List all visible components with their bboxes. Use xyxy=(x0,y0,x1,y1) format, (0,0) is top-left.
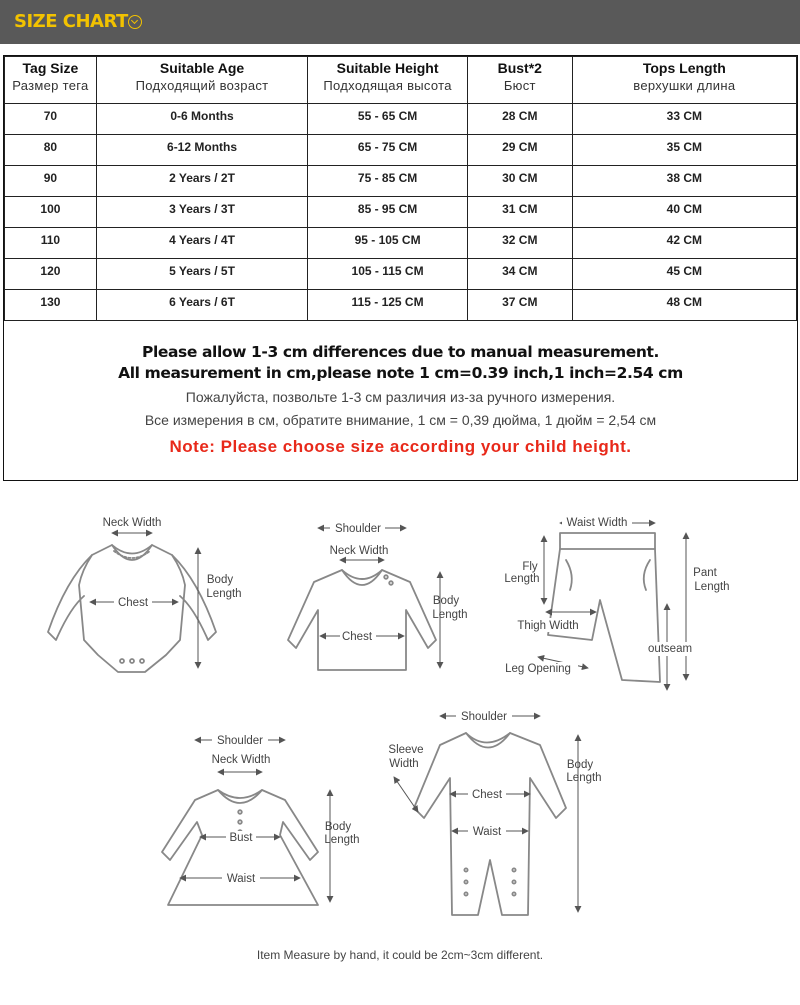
label-romper-shoulder: Shoulder xyxy=(460,711,508,723)
label-top-shoulder: Shoulder xyxy=(334,523,382,535)
cell: 3 Years / 3T xyxy=(96,197,307,228)
cell: 85 - 95 CM xyxy=(308,197,468,228)
col-suitable-height: Suitable Height Подходящая высота xyxy=(308,57,468,104)
cell: 110 xyxy=(5,228,97,259)
cell: 38 CM xyxy=(572,166,796,197)
label-dress-body: Body xyxy=(324,821,352,833)
table-row xyxy=(5,104,797,135)
cell: 120 xyxy=(5,259,97,290)
label-pants-outseam: outseam xyxy=(647,643,693,655)
cell: 115 - 125 CM xyxy=(308,290,468,321)
label-dress-neck: Neck Width xyxy=(211,754,271,766)
cell: 130 xyxy=(5,290,97,321)
label-dress-bust: Bust xyxy=(229,832,253,844)
label-bodysuit-body: Body xyxy=(206,574,234,586)
pants-illustration xyxy=(548,533,660,682)
label-pants-waist: Waist Width xyxy=(566,517,628,529)
note-tolerance-ru: Пожалуйста, позвольте 1-3 см различия из-за ручного измерения. xyxy=(185,389,616,405)
romper-illustration xyxy=(414,733,566,915)
cell: 45 CM xyxy=(572,259,796,290)
cell: 29 CM xyxy=(467,135,572,166)
label-pants-thigh: Thigh Width xyxy=(517,620,579,632)
cell: 105 - 115 CM xyxy=(308,259,468,290)
note-conversion-ru: Все измерения в см, обратите внимание, 1 см = 0,39 дюйма, 1 дюйм = 2,54 см xyxy=(144,412,657,428)
col-suitable-age: Suitable Age Подходящий возраст xyxy=(96,57,307,104)
cell: 6-12 Months xyxy=(96,135,307,166)
label-romper-sleeve: Sleeve xyxy=(388,744,424,756)
size-table xyxy=(4,56,797,321)
label-pants-pant: Pant xyxy=(693,567,717,579)
cell: 42 CM xyxy=(572,228,796,259)
cell: 55 - 65 CM xyxy=(308,104,468,135)
label-pants-leg: Leg Opening xyxy=(505,663,571,675)
garment-illustrations xyxy=(0,495,800,1000)
label-romper-body: Body xyxy=(566,759,594,771)
cell: 5 Years / 5T xyxy=(96,259,307,290)
cell: 34 CM xyxy=(467,259,572,290)
col-bust: Bust*2 Бюст xyxy=(467,57,572,104)
table-row xyxy=(5,228,797,259)
cell: 32 CM xyxy=(467,228,572,259)
label-dress-waist: Waist xyxy=(226,873,256,885)
label-romper-chest: Chest xyxy=(471,789,503,801)
cell: 48 CM xyxy=(572,290,796,321)
dress-illustration xyxy=(162,790,318,905)
label-top-body: Body xyxy=(432,595,460,607)
cell: 40 CM xyxy=(572,197,796,228)
label-top-neck: Neck Width xyxy=(329,545,389,557)
col-tops-length: Tops Length верхушки длина xyxy=(572,57,796,104)
label-romper-waist: Waist xyxy=(472,826,502,838)
table-header-row xyxy=(5,57,797,104)
label-top-length: Length xyxy=(432,609,468,621)
size-chart-panel xyxy=(3,55,798,481)
notes-block xyxy=(4,343,797,457)
table-row xyxy=(5,197,797,228)
label-pants-fly-length: Length xyxy=(504,573,540,585)
chevron-down-circle-icon xyxy=(128,15,142,29)
label-bodysuit-neck: Neck Width xyxy=(102,517,162,529)
cell: 31 CM xyxy=(467,197,572,228)
table-row xyxy=(5,166,797,197)
label-top-chest: Chest xyxy=(341,631,373,643)
measure-footnote: Item Measure by hand, it could be 2cm~3cm different. xyxy=(256,948,544,962)
cell: 6 Years / 6T xyxy=(96,290,307,321)
cell: 28 CM xyxy=(467,104,572,135)
label-bodysuit-length: Length xyxy=(206,588,242,600)
note-conversion-en: All measurement in cm,please note 1 cm=0.39 inch,1 inch=2.54 cm xyxy=(118,364,683,382)
cell: 0-6 Months xyxy=(96,104,307,135)
label-bodysuit-chest: Chest xyxy=(117,597,149,609)
measurement-diagram xyxy=(0,495,800,1000)
top-illustration xyxy=(288,570,436,670)
cell: 90 xyxy=(5,166,97,197)
table-row xyxy=(5,259,797,290)
cell: 75 - 85 CM xyxy=(308,166,468,197)
col-tag-size: Tag Size Размер тега xyxy=(5,57,97,104)
cell: 37 CM xyxy=(467,290,572,321)
header-title: SIZE CHART xyxy=(14,11,128,32)
note-tolerance-en: Please allow 1-3 cm differences due to manual measurement. xyxy=(142,343,659,361)
cell: 100 xyxy=(5,197,97,228)
label-pants-pant-length: Length xyxy=(694,581,730,593)
label-dress-length: Length xyxy=(324,834,360,846)
cell: 70 xyxy=(5,104,97,135)
cell: 33 CM xyxy=(572,104,796,135)
label-dress-shoulder: Shoulder xyxy=(216,735,264,747)
cell: 65 - 75 CM xyxy=(308,135,468,166)
label-pants-fly: Fly xyxy=(522,561,538,573)
label-romper-sleeve-width: Width xyxy=(389,758,419,770)
label-romper-length: Length xyxy=(566,772,602,784)
table-row xyxy=(5,290,797,321)
cell: 2 Years / 2T xyxy=(96,166,307,197)
cell: 30 CM xyxy=(467,166,572,197)
cell: 80 xyxy=(5,135,97,166)
table-row xyxy=(5,135,797,166)
note-choose-size: Note: Please choose size according your child height. xyxy=(169,437,632,456)
cell: 35 CM xyxy=(572,135,796,166)
header-bar xyxy=(0,0,800,44)
cell: 95 - 105 CM xyxy=(308,228,468,259)
cell: 4 Years / 4T xyxy=(96,228,307,259)
